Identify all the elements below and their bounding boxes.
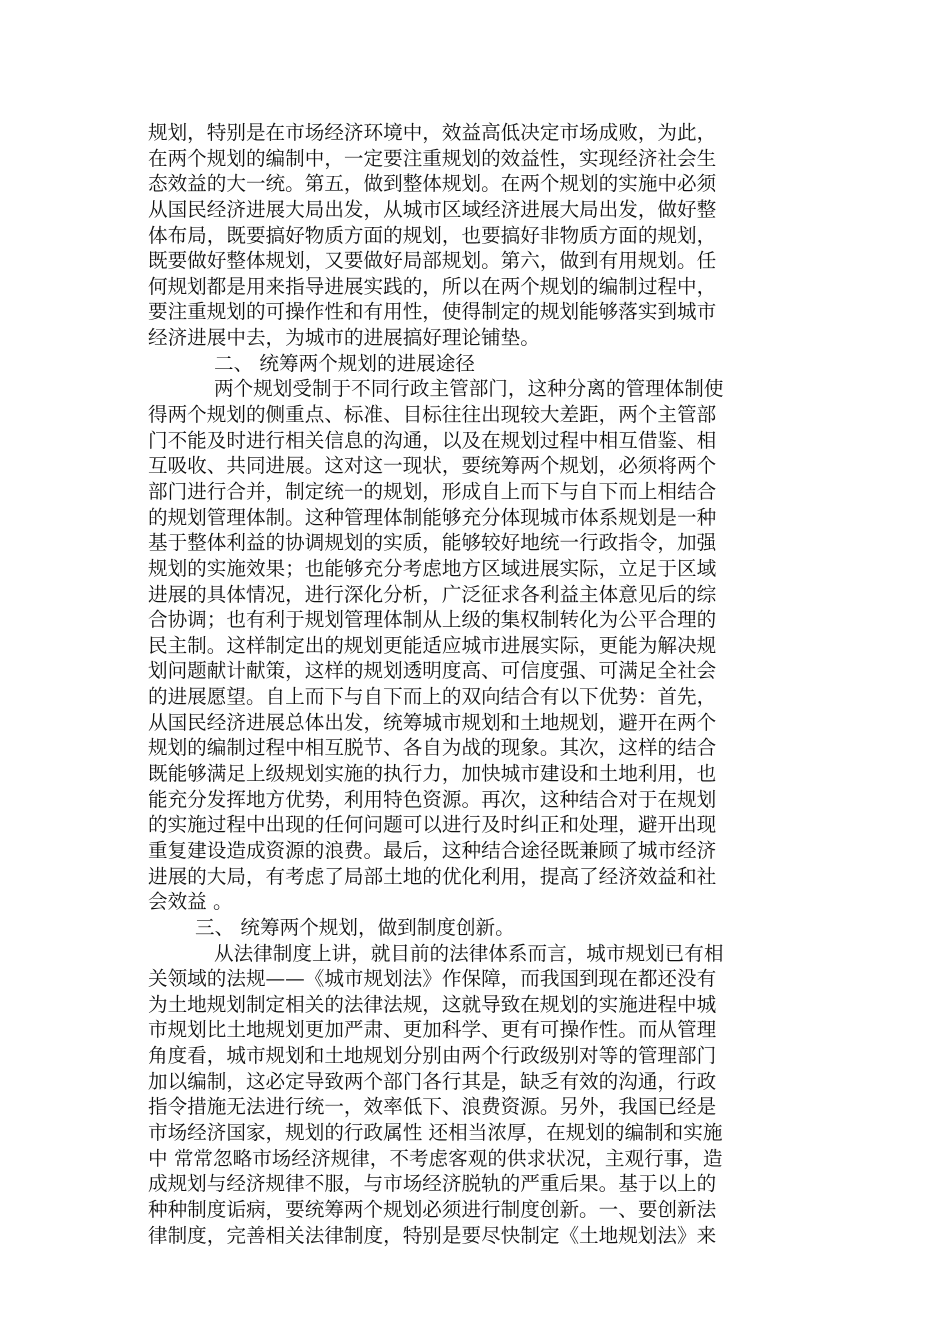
text-line: 市场经济国家，规划的行政属性 还相当浓厚，在规划的编制和实施	[148, 1120, 723, 1144]
text-line: 成规划与经济规律不服，与市场经济脱轨的严重后果。基于以上的	[148, 1172, 717, 1196]
text-line: 要注重规划的可操作性和有用性，使得制定的规划能够落实到城市	[148, 300, 717, 324]
text-line: 态效益的大一统。第五，做到整体规划。在两个规划的实施中必须	[148, 172, 717, 196]
text-line: 规划，特别是在市场经济环境中，效益高低决定市场成败，为此，	[148, 121, 717, 144]
paragraph-3	[148, 941, 808, 1249]
text-line: 市规划比土地规划更加严肃、更加科学、更有可操作性。而从管理	[148, 1018, 717, 1042]
text-line: 指令措施无法进行统一，效率低下、浪费资源。另外，我国已经是	[148, 1095, 717, 1119]
text-line: 得两个规划的侧重点、标准、目标往往出现较大差距，两个主管部	[148, 403, 717, 427]
text-line: 既要做好整体规划，又要做好局部规划。第六，做到有用规划。任	[148, 249, 717, 273]
text-line: 民主制。这样制定出的规划更能适应城市进展实际，更能为解决规	[148, 633, 717, 657]
text-line: 的进展愿望。自上而下与自下而上的双向结合有以下优势：首先，	[148, 685, 717, 709]
text-line: 从法律制度上讲，就目前的法律体系而言，城市规划已有相	[214, 941, 724, 965]
document-page	[148, 120, 808, 1248]
text-line: 基于整体利益的协调规划的实质，能够较好地统一行政指令，加强	[148, 531, 717, 555]
text-line: 会效益 。	[148, 890, 233, 914]
text-line: 种种制度诟病，要统筹两个规划必须进行制度创新。一、要创新法	[148, 1197, 717, 1221]
section-heading-2: 二、 统筹两个规划的进展途径	[214, 351, 475, 375]
text-line: 关领域的法规——《城市规划法》作保障，而我国到现在都还没有	[148, 967, 717, 991]
text-line: 律制度，完善相关法律制度，特别是要尽快制定《土地规划法》来	[148, 1223, 717, 1247]
paragraph-1	[148, 120, 808, 351]
text-line: 划问题献计献策，这样的规划透明度高、可信度强、可满足全社会	[148, 659, 717, 683]
text-line: 中 常常忽略市场经济规律，不考虑客观的供求状况，主观行事，造	[148, 1146, 723, 1170]
text-line: 互吸收、共同进展。这对这一现状，要统筹两个规划，必须将两个	[148, 454, 717, 478]
text-line: 经济进展中去，为城市的进展搞好理论铺垫。	[148, 326, 540, 350]
text-line: 从国民经济进展总体出发，统筹城市规划和土地规划，避开在两个	[148, 710, 717, 734]
text-line: 何规划都是用来指导进展实践的，所以在两个规划的编制过程中，	[148, 274, 717, 298]
text-line: 从国民经济进展大局出发，从城市区域经济进展大局出发，做好整	[148, 197, 717, 221]
text-line: 进展的大局，有考虑了局部土地的优化利用，提高了经济效益和社	[148, 864, 717, 888]
text-line: 为土地规划制定相关的法律法规，这就导致在规划的实施进程中城	[148, 992, 717, 1016]
text-line: 重复建设造成资源的浪费。最后，这种结合途径既兼顾了城市经济	[148, 838, 717, 862]
text-line: 规划的编制过程中相互脱节、各自为战的现象。其次，这样的结合	[148, 736, 717, 760]
text-line: 合协调；也有利于规划管理体制从上级的集权制转化为公平合理的	[148, 608, 717, 632]
text-line: 两个规划受制于不同行政主管部门，这种分离的管理体制使	[214, 377, 724, 401]
text-line: 规划的实施效果；也能够充分考虑地方区域进展实际，立足于区域	[148, 556, 717, 580]
text-line: 部门进行合并，制定统一的规划，形成自上而下与自下而上相结合	[148, 479, 717, 503]
text-line: 门不能及时进行相关信息的沟通，以及在规划过程中相互借鉴、相	[148, 428, 717, 452]
text-line: 体布局，既要搞好物质方面的规划，也要搞好非物质方面的规划，	[148, 223, 717, 247]
paragraph-2	[148, 376, 808, 914]
section-heading-3: 三、 统筹两个规划，做到制度创新。	[195, 915, 515, 939]
text-line: 的规划管理体制。这种管理体制能够充分体现城市体系规划是一种	[148, 505, 717, 529]
text-line: 既能够满足上级规划实施的执行力，加快城市建设和土地利用，也	[148, 762, 717, 786]
text-line: 角度看，城市规划和土地规划分别由两个行政级别对等的管理部门	[148, 1044, 717, 1068]
text-line: 的实施过程中出现的任何问题可以进行及时纠正和处理，避开出现	[148, 813, 717, 837]
text-line: 在两个规划的编制中，一定要注重规划的效益性，实现经济社会生	[148, 146, 717, 170]
text-line: 加以编制，这必定导致两个部门各行其是，缺乏有效的沟通，行政	[148, 1069, 717, 1093]
text-line: 进展的具体情况，进行深化分析，广泛征求各利益主体意见后的综	[148, 582, 717, 606]
text-line: 能充分发挥地方优势，利用特色资源。再次，这种结合对于在规划	[148, 787, 717, 811]
